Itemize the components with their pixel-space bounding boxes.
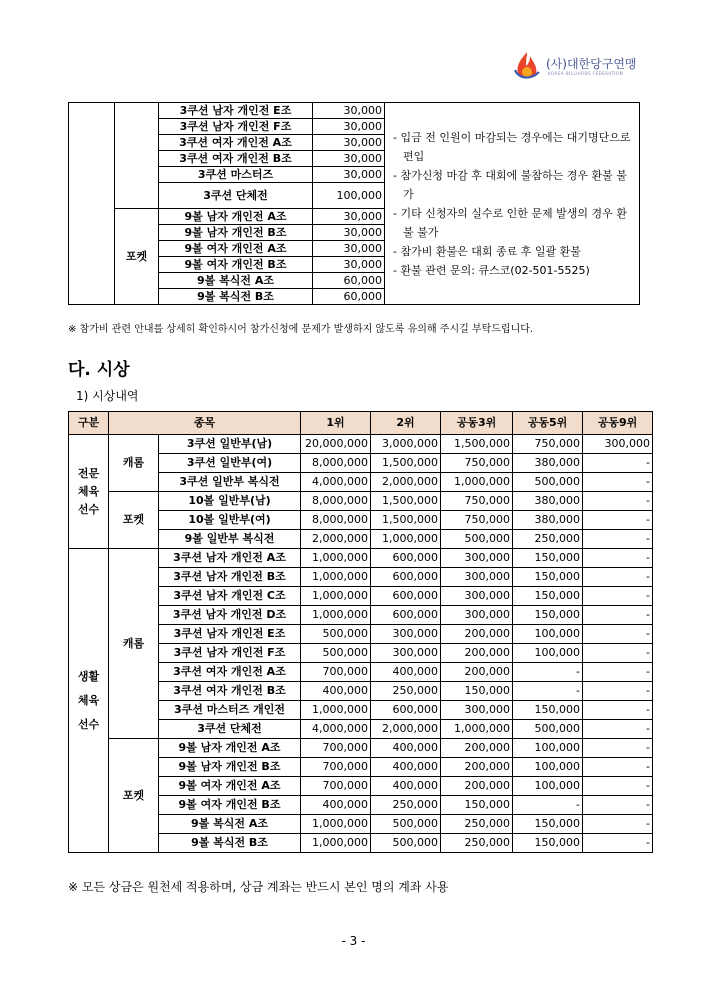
prize-amount: 250,000: [371, 682, 441, 701]
prize-amount: 300,000: [441, 606, 513, 625]
prize-amount: -: [583, 568, 653, 587]
fee-amount: 100,000: [313, 183, 385, 209]
fee-discipline-label: 포켓: [115, 209, 159, 305]
prize-amount: 1,000,000: [301, 834, 371, 853]
fee-event: 9볼 복식전 A조: [159, 273, 313, 289]
fee-event: 3쿠션 여자 개인전 B조: [159, 151, 313, 167]
prize-amount: 4,000,000: [301, 720, 371, 739]
prize-amount: -: [583, 701, 653, 720]
flame-logo-icon: [512, 50, 542, 82]
prize-event: 3쿠션 남자 개인전 E조: [159, 625, 301, 644]
prize-row: [69, 549, 653, 568]
prize-amount: -: [583, 739, 653, 758]
prize-amount: 150,000: [513, 606, 583, 625]
prize-amount: -: [583, 549, 653, 568]
prize-amount: 1,000,000: [371, 530, 441, 549]
prize-amount: 380,000: [513, 454, 583, 473]
fee-event: 3쿠션 남자 개인전 E조: [159, 103, 313, 119]
prize-event: 9볼 남자 개인전 B조: [159, 758, 301, 777]
prize-amount: 300,000: [583, 435, 653, 454]
prize-amount: -: [583, 492, 653, 511]
prize-amount: 3,000,000: [371, 435, 441, 454]
prize-row: [69, 739, 653, 758]
discipline-label: 포켓: [109, 492, 159, 549]
fee-amount: 30,000: [313, 225, 385, 241]
fee-amount: 30,000: [313, 103, 385, 119]
fee-note-item: - 기타 신청자의 실수로 인한 문제 발생의 경우 환불 불가: [393, 206, 627, 239]
prize-amount: 1,000,000: [301, 606, 371, 625]
prize-amount: 300,000: [441, 701, 513, 720]
prize-amount: 600,000: [371, 587, 441, 606]
fee-amount: 60,000: [313, 273, 385, 289]
prize-event: 3쿠션 여자 개인전 A조: [159, 663, 301, 682]
section-subheading: 1) 시상내역: [76, 389, 139, 403]
amateur-group-label: 생활 체육 선수: [69, 549, 109, 853]
prize-event: 3쿠션 남자 개인전 A조: [159, 549, 301, 568]
prize-amount: 380,000: [513, 492, 583, 511]
page-number: - 3 -: [341, 934, 366, 948]
prize-amount: -: [583, 606, 653, 625]
prize-amount: 8,000,000: [301, 492, 371, 511]
prize-amount: 100,000: [513, 625, 583, 644]
header-rank: 공동9위: [583, 412, 653, 435]
prize-event: 3쿠션 단체전: [159, 720, 301, 739]
discipline-label: 캐롬: [109, 435, 159, 492]
prize-header-row: [69, 412, 653, 435]
prize-amount: -: [583, 720, 653, 739]
prize-amount: 100,000: [513, 777, 583, 796]
section-heading: 다. 시상: [68, 360, 130, 380]
prize-amount: -: [583, 777, 653, 796]
prize-amount: 200,000: [441, 663, 513, 682]
prize-amount: 150,000: [513, 701, 583, 720]
prize-amount: 750,000: [441, 511, 513, 530]
prize-amount: 1,000,000: [301, 701, 371, 720]
prize-amount: -: [583, 758, 653, 777]
prize-amount: 500,000: [441, 530, 513, 549]
prize-row: [69, 492, 653, 511]
prize-event: 10볼 일반부(여): [159, 511, 301, 530]
fee-amount: 30,000: [313, 241, 385, 257]
prize-amount: 700,000: [301, 758, 371, 777]
prize-amount: 600,000: [371, 701, 441, 720]
logo-subtitle: KOREA BILLIARDS FEDERATION: [548, 71, 624, 76]
prize-amount: 1,500,000: [441, 435, 513, 454]
prize-amount: 1,000,000: [441, 473, 513, 492]
fee-event: 3쿠션 단체전: [159, 183, 313, 209]
prize-amount: 200,000: [441, 644, 513, 663]
prize-event: 3쿠션 여자 개인전 B조: [159, 682, 301, 701]
prize-amount: 750,000: [441, 492, 513, 511]
discipline-label: 캐롬: [109, 549, 159, 739]
prize-amount: 400,000: [371, 777, 441, 796]
prize-amount: 2,000,000: [301, 530, 371, 549]
prize-amount: 700,000: [301, 663, 371, 682]
fee-amount: 30,000: [313, 119, 385, 135]
prize-amount: 1,500,000: [371, 454, 441, 473]
prize-notice: ※ 모든 상금은 원천세 적용하며, 상금 계좌는 반드시 본인 명의 계좌 사용: [68, 880, 449, 894]
prize-amount: 8,000,000: [301, 454, 371, 473]
header-event: 종목: [109, 412, 301, 435]
fee-amount: 30,000: [313, 209, 385, 225]
prize-amount: 500,000: [371, 815, 441, 834]
prize-amount: 1,000,000: [301, 587, 371, 606]
prize-amount: -: [583, 454, 653, 473]
prize-amount: 150,000: [441, 682, 513, 701]
fee-notice: ※ 참가비 관련 안내를 상세히 확인하시어 참가신청에 문제가 발생하지 않도록 유의해 주시길 부탁드립니다.: [68, 324, 534, 335]
prize-event: 9볼 남자 개인전 A조: [159, 739, 301, 758]
prize-amount: 100,000: [513, 758, 583, 777]
prize-amount: 2,000,000: [371, 720, 441, 739]
prize-amount: -: [513, 682, 583, 701]
fee-note-item: - 참가비 환불은 대회 종료 후 일괄 환불: [393, 244, 581, 258]
prize-amount: 250,000: [513, 530, 583, 549]
prize-amount: 700,000: [301, 777, 371, 796]
fee-notes-cell: [385, 103, 640, 305]
prize-amount: 500,000: [301, 644, 371, 663]
fee-note-item: - 참가신청 마감 후 대회에 불참하는 경우 환불 불가: [393, 168, 627, 201]
entry-fee-table: [68, 102, 640, 305]
prize-amount: -: [583, 587, 653, 606]
fee-row: [69, 103, 640, 119]
prize-amount: 1,000,000: [301, 815, 371, 834]
prize-amount: 200,000: [441, 777, 513, 796]
prize-amount: 200,000: [441, 758, 513, 777]
prize-event: 3쿠션 남자 개인전 B조: [159, 568, 301, 587]
fee-amount: 30,000: [313, 135, 385, 151]
pro-group-label: 전문 체육 선수: [69, 435, 109, 549]
prize-event: 9볼 일반부 복식전: [159, 530, 301, 549]
prize-amount: 200,000: [441, 739, 513, 758]
prize-amount: 300,000: [441, 568, 513, 587]
prize-amount: 300,000: [441, 587, 513, 606]
prize-amount: 250,000: [441, 834, 513, 853]
prize-event: 10볼 일반부(남): [159, 492, 301, 511]
prize-amount: 300,000: [371, 644, 441, 663]
prize-amount: 150,000: [513, 815, 583, 834]
fee-event: 9볼 여자 개인전 B조: [159, 257, 313, 273]
prize-amount: 400,000: [371, 758, 441, 777]
prize-event: 3쿠션 일반부(여): [159, 454, 301, 473]
prize-amount: -: [583, 815, 653, 834]
prize-amount: 380,000: [513, 511, 583, 530]
prize-amount: -: [583, 511, 653, 530]
fee-note-item: - 입금 전 인원이 마감되는 경우에는 대기명단으로 편입: [393, 130, 631, 163]
prize-row: [69, 435, 653, 454]
prize-amount: 400,000: [371, 739, 441, 758]
prize-amount: 150,000: [513, 549, 583, 568]
fee-amount: 30,000: [313, 167, 385, 183]
federation-logo: [512, 50, 652, 82]
prize-amount: 500,000: [301, 625, 371, 644]
fee-event: 3쿠션 마스터즈: [159, 167, 313, 183]
prize-amount: -: [583, 663, 653, 682]
prize-event: 9볼 복식전 B조: [159, 834, 301, 853]
prize-table: [68, 411, 653, 853]
fee-discipline-cell: [115, 103, 159, 209]
prize-amount: 150,000: [513, 568, 583, 587]
prize-amount: -: [513, 663, 583, 682]
prize-amount: 400,000: [301, 682, 371, 701]
prize-event: 3쿠션 남자 개인전 D조: [159, 606, 301, 625]
prize-amount: 100,000: [513, 739, 583, 758]
prize-amount: -: [583, 682, 653, 701]
prize-event: 3쿠션 남자 개인전 C조: [159, 587, 301, 606]
prize-event: 9볼 여자 개인전 A조: [159, 777, 301, 796]
prize-amount: 100,000: [513, 644, 583, 663]
prize-amount: 150,000: [513, 834, 583, 853]
prize-amount: 700,000: [301, 739, 371, 758]
discipline-label: 포켓: [109, 739, 159, 853]
logo-text: (사)대한당구연맹: [546, 57, 637, 71]
prize-amount: -: [513, 796, 583, 815]
prize-amount: 300,000: [371, 625, 441, 644]
prize-amount: 1,000,000: [441, 720, 513, 739]
prize-amount: 2,000,000: [371, 473, 441, 492]
prize-event: 3쿠션 일반부 복식전: [159, 473, 301, 492]
prize-amount: 600,000: [371, 549, 441, 568]
prize-event: 3쿠션 남자 개인전 F조: [159, 644, 301, 663]
prize-event: 9볼 복식전 A조: [159, 815, 301, 834]
fee-amount: 60,000: [313, 289, 385, 305]
prize-event: 3쿠션 마스터즈 개인전: [159, 701, 301, 720]
prize-amount: 200,000: [441, 625, 513, 644]
prize-amount: 150,000: [513, 587, 583, 606]
prize-amount: 1,000,000: [301, 549, 371, 568]
prize-amount: -: [583, 834, 653, 853]
fee-amount: 30,000: [313, 151, 385, 167]
prize-amount: -: [583, 625, 653, 644]
fee-event: 3쿠션 여자 개인전 A조: [159, 135, 313, 151]
prize-amount: 4,000,000: [301, 473, 371, 492]
header-rank: 공동5위: [513, 412, 583, 435]
prize-amount: -: [583, 796, 653, 815]
prize-event: 9볼 여자 개인전 B조: [159, 796, 301, 815]
prize-amount: 8,000,000: [301, 511, 371, 530]
prize-amount: -: [583, 473, 653, 492]
prize-amount: 500,000: [371, 834, 441, 853]
fee-note-item: - 환불 관련 문의: 큐스코(02-501-5525): [393, 263, 590, 277]
fee-event: 9볼 남자 개인전 A조: [159, 209, 313, 225]
prize-amount: 1,000,000: [301, 568, 371, 587]
prize-amount: -: [583, 644, 653, 663]
header-rank: 공동3위: [441, 412, 513, 435]
fee-event: 9볼 여자 개인전 A조: [159, 241, 313, 257]
fee-notes-list: [393, 128, 635, 280]
header-category: 구분: [69, 412, 109, 435]
prize-amount: 750,000: [441, 454, 513, 473]
prize-amount: 500,000: [513, 473, 583, 492]
prize-amount: 250,000: [441, 815, 513, 834]
prize-amount: 600,000: [371, 568, 441, 587]
fee-event: 9볼 남자 개인전 B조: [159, 225, 313, 241]
prize-amount: 250,000: [371, 796, 441, 815]
prize-amount: 20,000,000: [301, 435, 371, 454]
fee-group-cell: [69, 103, 115, 305]
prize-amount: -: [583, 530, 653, 549]
header-rank: 2위: [371, 412, 441, 435]
prize-amount: 400,000: [301, 796, 371, 815]
prize-amount: 1,500,000: [371, 511, 441, 530]
fee-amount: 30,000: [313, 257, 385, 273]
prize-amount: 500,000: [513, 720, 583, 739]
prize-amount: 1,500,000: [371, 492, 441, 511]
fee-event: 9볼 복식전 B조: [159, 289, 313, 305]
prize-amount: 150,000: [441, 796, 513, 815]
prize-amount: 400,000: [371, 663, 441, 682]
prize-amount: 750,000: [513, 435, 583, 454]
header-rank: 1위: [301, 412, 371, 435]
prize-amount: 300,000: [441, 549, 513, 568]
prize-amount: 600,000: [371, 606, 441, 625]
prize-event: 3쿠션 일반부(남): [159, 435, 301, 454]
fee-event: 3쿠션 남자 개인전 F조: [159, 119, 313, 135]
